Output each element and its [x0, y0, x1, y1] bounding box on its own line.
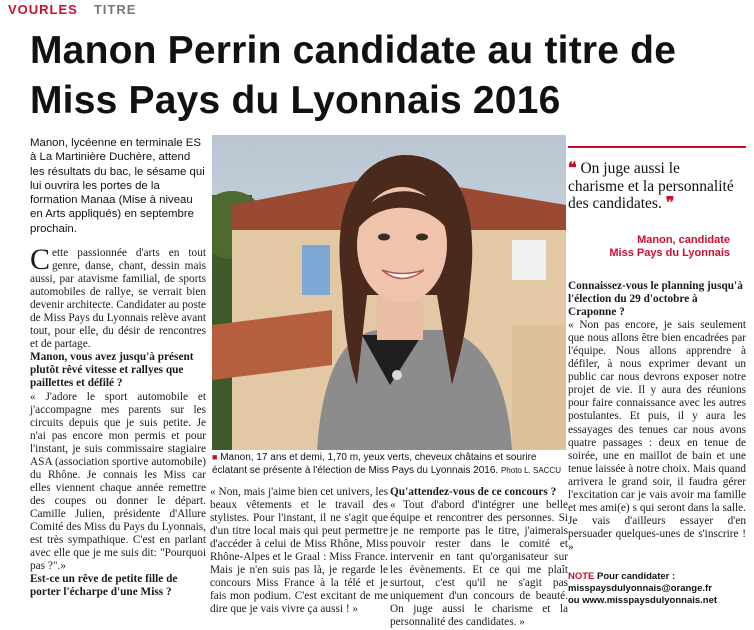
answer-2: « Non, mais j'aime bien cet univers, les beaux vêtements et le travail des stylistes. Pour l'instant, il ne s'agit que d'un titre local mais qui peut permettre d'accéder à celui de Miss Rhône, Miss Rhône-Alpes et le Graal : Miss France. Mais je n'en suis pas là, je regarde le concours Miss France à la télé et je fais mon podium. C'est excitant de me dire que je vais vivre ça aussi ! »: [210, 486, 388, 616]
question-1: Manon, vous avez jusqu'à présent plutôt rêvé vitesse et rallyes que paillettes et défilé ?: [30, 351, 194, 390]
note-email-link[interactable]: misspaysdulyonnais@orange.fr: [568, 583, 712, 595]
section-kicker: [8, 2, 136, 17]
photo-credit: Photo L. SACCU: [500, 465, 561, 475]
question-2: Est-ce un rêve de petite fille de porter l'écharpe d'une Miss ?: [30, 573, 178, 599]
open-quote-icon: ❝: [568, 160, 577, 177]
caption-square-icon: ■: [212, 452, 218, 462]
photo-caption: [212, 451, 568, 477]
answer-4: « Non pas encore, je sais seulement que nous allons être bien encadrées par l'équipe. Nous allons apprendre à défiler, à nous exprimer devant un public car nous devrons exposer notre projet de vie. Il y aura des réunions pour faire connaissance avec les autres postulantes. Et puis, il y aura les essayages des tenues car nous avons quatre passages : deux en tenue de soirée, une en maillot de bain et une tenue laissée à notre choix. Mais quand arrivera le grand soir, il faudra gérer l'excitation car je vais avoir ma famille et mes ami(e) s qui seront dans la salle. Je vais d'ailleurs essayer d'en persuader quelques-unes de s'inscrire ! »: [568, 319, 746, 553]
article-column-2: [210, 486, 388, 616]
intro-paragraph: [30, 243, 206, 351]
article-column-1: [30, 243, 206, 599]
article-column-3: [390, 486, 568, 630]
pull-quote-author: [568, 234, 730, 260]
drop-cap: C: [30, 243, 51, 276]
caption-text: Manon, 17 ans et demi, 1,70 m, yeux verts, cheveux châtains et sourire éclatant se présente à l'élection de Miss Pays du Lyonnais 2016.: [212, 452, 537, 476]
close-quote-icon: ❞: [665, 195, 675, 212]
pull-quote-rule: [568, 146, 746, 148]
article-column-4: [568, 280, 746, 554]
pull-quote-author-title: Miss Pays du Lyonnais: [609, 247, 730, 259]
pull-quote-author-name: Manon, candidate: [637, 234, 730, 246]
pull-quote: [568, 160, 738, 213]
section-name: VOURLES: [8, 2, 78, 17]
note-lead: Pour candidater :: [597, 571, 676, 582]
portrait-photo: [212, 135, 566, 450]
intro-text: ette passionnée d'arts en tout genre, danse, chant, dessin mais aussi, par atavisme familial, de sports automobiles de rallye, se verrait bien devenir architecte. Candidater au poste de Miss Pays du Lyonnais relève avant tout, pour elle, du désir de rencontres et de partage.: [30, 247, 206, 351]
answer-1: « J'adore le sport automobile et j'accompagne mes parents sur les circuits depuis que je suis petite. Je n'ai pas encore mon permis et pour l'instant, je suis commissaire stagiaire ASA (association sportive automobile) du Rhône. Je connais les Miss car elles viennent chaque année remettre des coupes ou donner le départ. Camille Julien, présidente d'Allure Comité des Miss du Pays du Lyonnais, est très sympathique. C'est en parlant avec elle que je me suis dit: "Pourquoi pas ?".»: [30, 390, 206, 573]
pull-quote-text: On juge aussi le charisme et la personnalité des candidates.: [568, 160, 734, 212]
note-web-prefix: ou: [568, 595, 580, 607]
headline: Manon Perrin candidate au titre de Miss Pays du Lyonnais 2016: [30, 29, 677, 122]
portrait-illustration: [212, 135, 566, 450]
question-3: Qu'attendez-vous de ce concours ?: [390, 486, 557, 498]
section-label: TITRE: [93, 2, 137, 17]
question-4: Connaissez-vous le planning jusqu'à l'élection du 29 d'octobre à Craponne ?: [568, 280, 743, 319]
note-box: [568, 571, 748, 608]
note-tag: NOTE: [568, 571, 595, 582]
answer-3: « Tout d'abord d'intégrer une belle équipe et rencontrer des personnes. Si je ne remporte pas le titre, j'aimerais pouvoir rester dans le comité et intervenir en tant qu'organisateur sur les évènements. Et ce qui me plaît surtout, c'est qu'il ne s'agit pas uniquement d'un concours de beauté. On juge aussi le charisme et la personnalité des candidates. »: [390, 499, 568, 629]
note-web-link[interactable]: www.misspaysdulyonnais.net: [582, 595, 718, 607]
chapo: Manon, lycéenne en terminale ES à La Martinière Duchère, attend les résultats du bac, le sésame qui lui ouvrira les portes de la formation Manaa (Mise à niveau en Arts appliqués) en septembre prochain.: [30, 137, 205, 235]
